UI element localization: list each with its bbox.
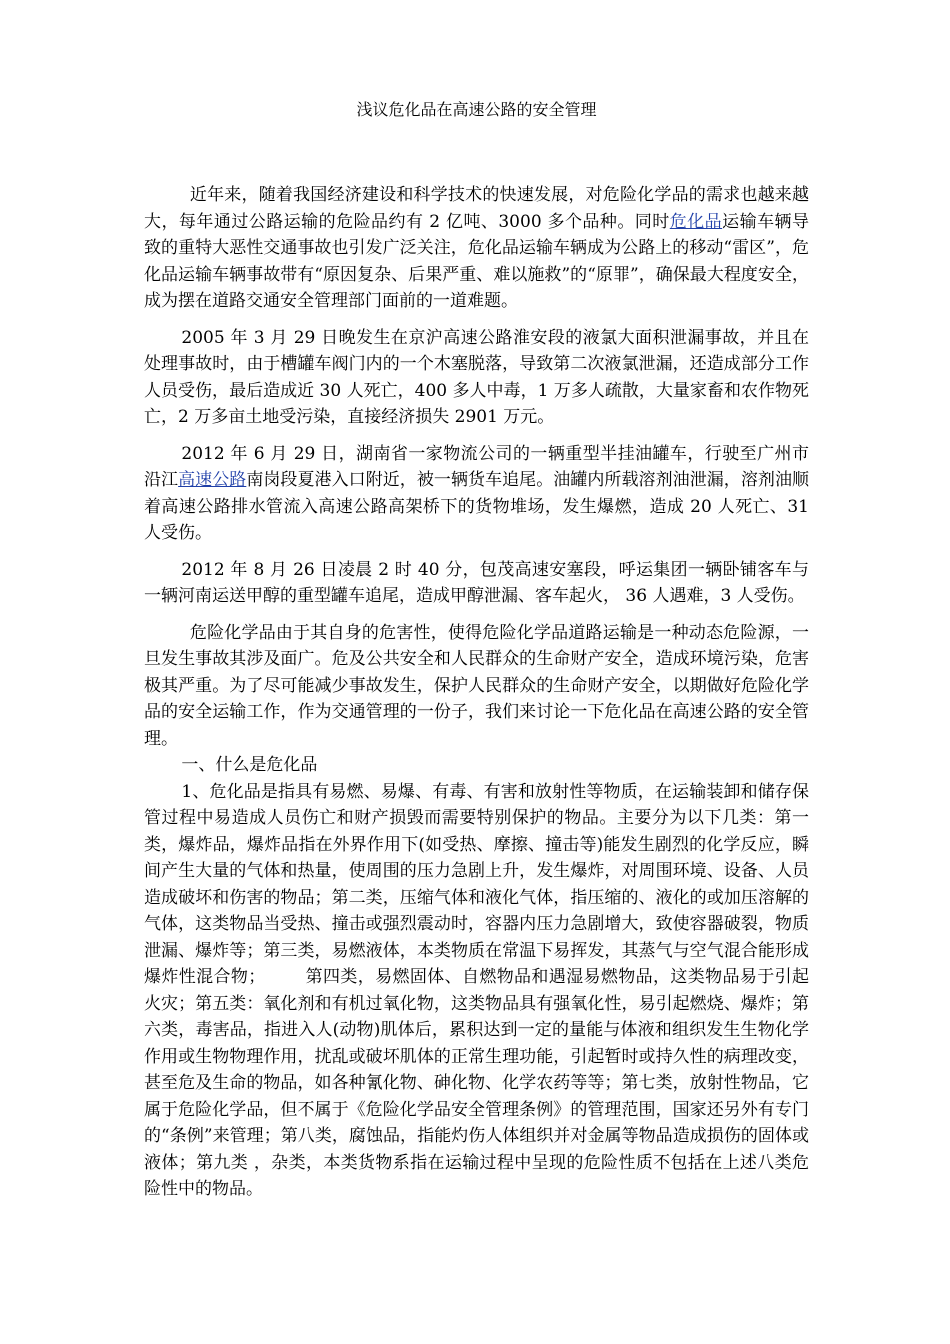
paragraph-case-2005: 2005 年 3 月 29 日晚发生在京沪高速公路淮安段的液氯大面积泄漏事故，并且在处理事故时，由于槽罐车阀门内的一个木塞脱落，导致第二次液氯泄漏，还造成部分工作人员受伤，最后造成近 30 人死亡，400 多人中毒，1 万多人疏散，大量家畜和农作物死亡，2 万多亩土地受污染，直接经济损失 2901 万元。 bbox=[144, 327, 809, 427]
paragraph-hazmat-classes bbox=[144, 779, 809, 1203]
paragraph-case-2012-june-text-a: 2012 年 6 月 29 日，湖南省一家物流公司的一辆重型半挂油罐车，行驶至广州市沿江 bbox=[144, 443, 809, 490]
paragraph-case-2012-june-text-b: 南岗段夏港入口附近，被一辆货车追尾。油罐内所载溶剂油泄漏，溶剂油顺着高速公路排水管流入高速公路高架桥下的货物堆场，发生爆燃，造成 20 人死亡、31 人受伤。 bbox=[144, 470, 810, 543]
paragraph-hazard-overview: 危险化学品由于其自身的危害性，使得危险化学品道路运输是一种动态危险源，一旦发生事故其涉及面广。危及公共安全和人民群众的生命财产安全，造成环境污染，危害极其严重。为了尽可能减少事故发生，保护人民群众的生命财产安全，以期做好危险化学品的安全运输工作，作为交通管理的一份子，我们来讨论一下危化品在高速公路的安全管理。 bbox=[144, 622, 809, 749]
paragraph-hazmat-classes-text-a: 1、危化品是指具有易燃、易爆、有毒、有害和放射性等物质，在运输装卸和储存保管过程中易造成人员伤亡和财产损毁而需要特别保护的物品。主要分为以下几类：第一类，爆炸品，爆炸品指在外界作用下(如受热、摩擦、撞击等)能发生剧烈的化学反应，瞬间产生大量的气体和热量，使周围的压力急剧上升，发生爆炸，对周围环境、设备、人员造成破坏和伤害的物品；第二类，压缩气体和液化气体，指压缩的、液化的或加压溶解的气体，这类物品当受热、撞击或强烈震动时，容器内压力急剧增大，致使容器破裂，物质泄漏、爆炸等；第三类，易燃液体，本类物质在常温下易挥发，其蒸气与空气混合能形成爆炸性混合物； bbox=[144, 781, 809, 987]
link-expressway[interactable]: 高速公路 bbox=[178, 470, 247, 490]
section-heading-what-is-hazmat: 一、什么是危化品 bbox=[181, 755, 318, 775]
paragraph-case-2012-august: 2012 年 8 月 26 日凌晨 2 时 40 分，包茂高速安塞段，呼运集团一辆卧铺客车与一辆河南运送甲醇的重型罐车追尾，造成甲醇泄漏、客车起火， 36 人遇难，3 人受伤。 bbox=[144, 559, 809, 606]
document-title: 浅议危化品在高速公路的安全管理 bbox=[356, 100, 597, 119]
paragraph-intro bbox=[144, 182, 809, 315]
paragraph-intro-text-a: 近年来，随着我国经济建设和科学技术的快速发展，对危险化学品的需求也越来越大，每年通过公路运输的危险品约有 2 亿吨、3000 多个品种。同时 bbox=[144, 185, 809, 232]
link-hazardous-goods[interactable]: 危化品 bbox=[669, 211, 723, 232]
paragraph-hazmat-classes-text-b: 第四类，易燃固体、自燃物品和遇湿易燃物品，这类物品易于引起火灾；第五类：氧化剂和有机过氧化物，这类物品具有强氧化性，易引起燃烧、爆炸；第六类，毒害品，指进入人(动物)肌体后，累积达到一定的量能与体液和组织发生生物化学作用或生物物理作用，扰乱或破坏肌体的正常生理功能，引起暂时或持久性的病理改变，甚至危及生命的物品，如各种氰化物、砷化物、化学农药等等；第七类，放射性物品，它属于危险化学品，但不属于《危险化学品安全管理条例》的管理范围，国家还另外有专门的“条例”来管理；第八类，腐蚀品，指能灼伤人体组织并对金属等物品造成损伤的固体或液体；第九类 ，杂类，本类货物系指在运输过程中呈现的危险性质不包括在上述八类危险性中的物品。 bbox=[144, 967, 810, 1199]
paragraph-case-2012-june bbox=[144, 441, 809, 547]
paragraph-intro-text-b: 运输车辆导致的重特大恶性交通事故也引发广泛关注，危化品运输车辆成为公路上的移动“雷区”，危化品运输车辆事故带有“原因复杂、后果严重、难以施救”的“原罪”，确保最大程度安全，成为摆在道路交通安全管理部门面前的一道难题。 bbox=[144, 211, 810, 311]
document-body bbox=[144, 182, 809, 1203]
